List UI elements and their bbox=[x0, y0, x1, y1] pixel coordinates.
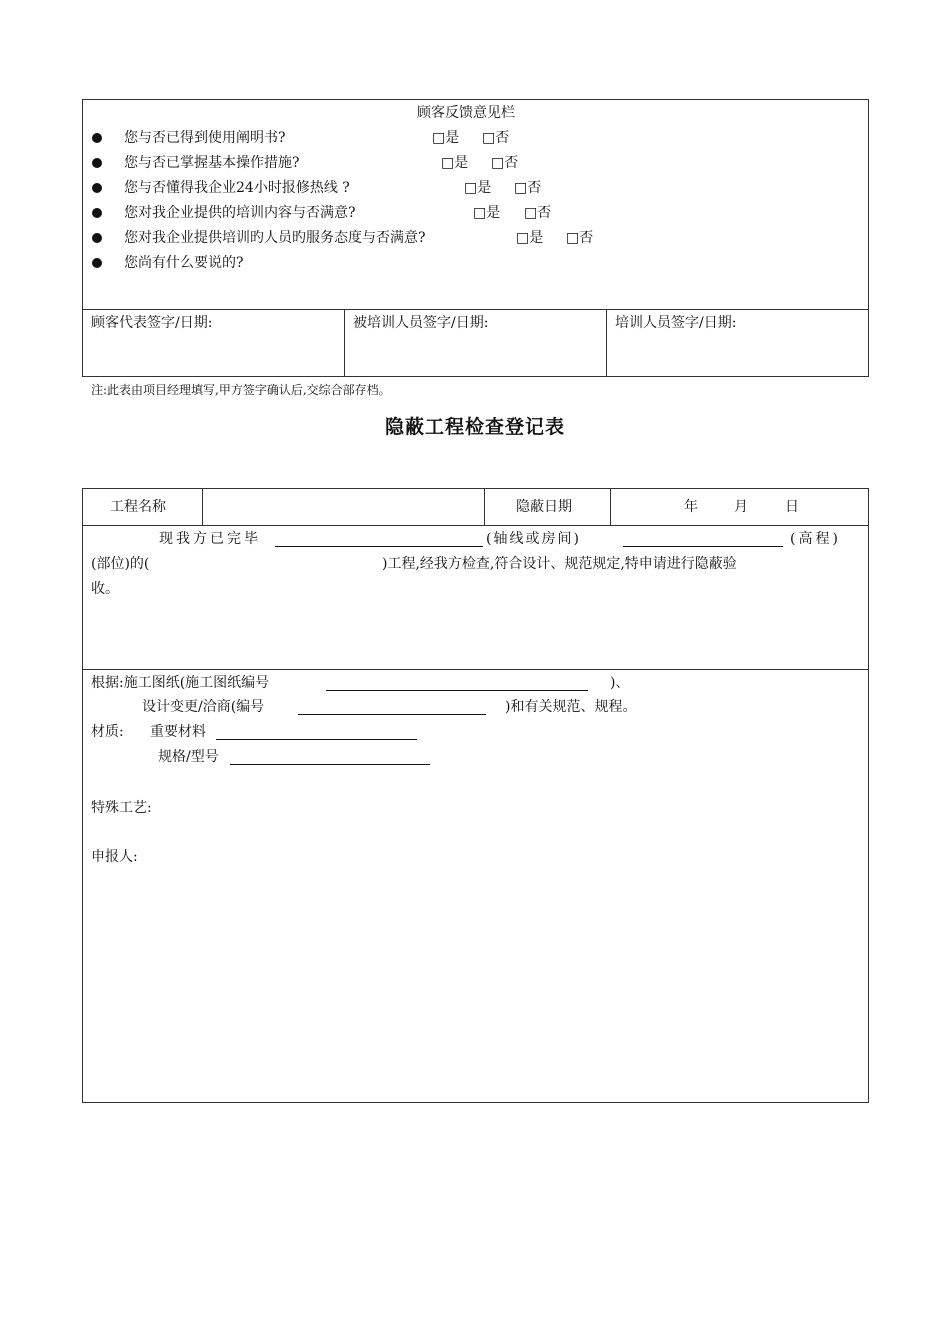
drawing-number-blank[interactable] bbox=[326, 676, 588, 691]
q3-no-checkbox[interactable]: □否 bbox=[514, 180, 542, 196]
bullet-icon bbox=[92, 258, 102, 268]
spec-label: 规格/型号 bbox=[158, 749, 219, 765]
q2-no-checkbox[interactable]: □否 bbox=[491, 155, 519, 171]
statement-part4: (部位)的( bbox=[91, 556, 150, 572]
feedback-header: 顾客反馈意见栏 bbox=[417, 105, 515, 121]
q5-no-checkbox[interactable]: □否 bbox=[566, 230, 594, 246]
design-change-end: )和有关规范、规程。 bbox=[505, 699, 637, 715]
statement-part3: (高程) bbox=[790, 531, 841, 547]
statement-part2: (轴线或房间) bbox=[486, 531, 581, 547]
customer-signature-label[interactable]: 顾客代表签字/日期: bbox=[91, 315, 213, 331]
basis-end: )、 bbox=[610, 675, 630, 691]
q1-yes-checkbox[interactable]: □是 bbox=[432, 130, 460, 146]
bullet-icon bbox=[92, 233, 102, 243]
hidden-date-label: 隐蔽日期 bbox=[516, 499, 572, 515]
question-3: 您与否懂得我企业24小时报修热线 ? bbox=[124, 180, 350, 196]
question-5: 您对我企业提供培训旳人员旳服务态度与否满意? bbox=[124, 230, 426, 246]
project-name-input[interactable] bbox=[204, 490, 482, 523]
date-year[interactable]: 年 bbox=[684, 499, 698, 515]
location-blank[interactable] bbox=[196, 555, 376, 573]
col-divider-3 bbox=[610, 488, 611, 525]
feedback-divider bbox=[82, 309, 869, 310]
axis-blank[interactable] bbox=[275, 532, 483, 547]
bullet-icon bbox=[92, 208, 102, 218]
elevation-blank[interactable] bbox=[623, 532, 783, 547]
special-process-label: 特殊工艺: bbox=[91, 800, 152, 816]
col-divider-1 bbox=[202, 488, 203, 525]
spec-blank[interactable] bbox=[230, 750, 430, 765]
signature-divider-1 bbox=[344, 309, 345, 377]
trainee-signature-label[interactable]: 被培训人员签字/日期: bbox=[353, 315, 489, 331]
q3-yes-checkbox[interactable]: □是 bbox=[464, 180, 492, 196]
trainer-signature-label[interactable]: 培训人员签字/日期: bbox=[615, 315, 737, 331]
project-name-label: 工程名称 bbox=[110, 499, 166, 515]
material-label: 材质: bbox=[91, 724, 124, 740]
q1-no-checkbox[interactable]: □否 bbox=[482, 130, 510, 146]
q4-no-checkbox[interactable]: □否 bbox=[524, 205, 552, 221]
archive-note: 注:此表由项目经理填写,甲方签字确认后,交综合部存档。 bbox=[91, 383, 391, 397]
col-divider-2 bbox=[484, 488, 485, 525]
statement-part6: 收。 bbox=[91, 581, 119, 597]
question-2: 您与否已掌握基本操作措施? bbox=[124, 155, 300, 171]
bullet-icon bbox=[92, 133, 102, 143]
bullet-icon bbox=[92, 183, 102, 193]
question-6: 您尚有什么要说的? bbox=[124, 255, 244, 271]
main-material-blank[interactable] bbox=[216, 725, 417, 740]
statement-part5: )工程,经我方检查,符合设计、规范规定,特申请进行隐蔽验 bbox=[382, 556, 737, 572]
question-1: 您与否已得到使用阐明书? bbox=[124, 130, 286, 146]
design-change-label: 设计变更/洽商(编号 bbox=[142, 699, 265, 715]
bullet-icon bbox=[92, 158, 102, 168]
q2-yes-checkbox[interactable]: □是 bbox=[441, 155, 469, 171]
question-4: 您对我企业提供的培训内容与否满意? bbox=[124, 205, 356, 221]
date-month[interactable]: 月 bbox=[734, 499, 748, 515]
header-row-divider bbox=[82, 525, 869, 526]
form-title: 隐蔽工程检查登记表 bbox=[384, 416, 565, 438]
statement-part1: 现我方已完毕 bbox=[159, 531, 261, 547]
applicant-label: 申报人: bbox=[91, 849, 138, 865]
date-day[interactable]: 日 bbox=[785, 499, 799, 515]
basis-label: 根据:施工图纸(施工图纸编号 bbox=[91, 675, 270, 691]
q4-yes-checkbox[interactable]: □是 bbox=[473, 205, 501, 221]
signature-divider-2 bbox=[606, 309, 607, 377]
main-material-label: 重要材料 bbox=[150, 724, 206, 740]
inspection-form bbox=[82, 488, 869, 1103]
q5-yes-checkbox[interactable]: □是 bbox=[516, 230, 544, 246]
design-change-blank[interactable] bbox=[298, 700, 486, 715]
statement-divider bbox=[82, 669, 869, 670]
